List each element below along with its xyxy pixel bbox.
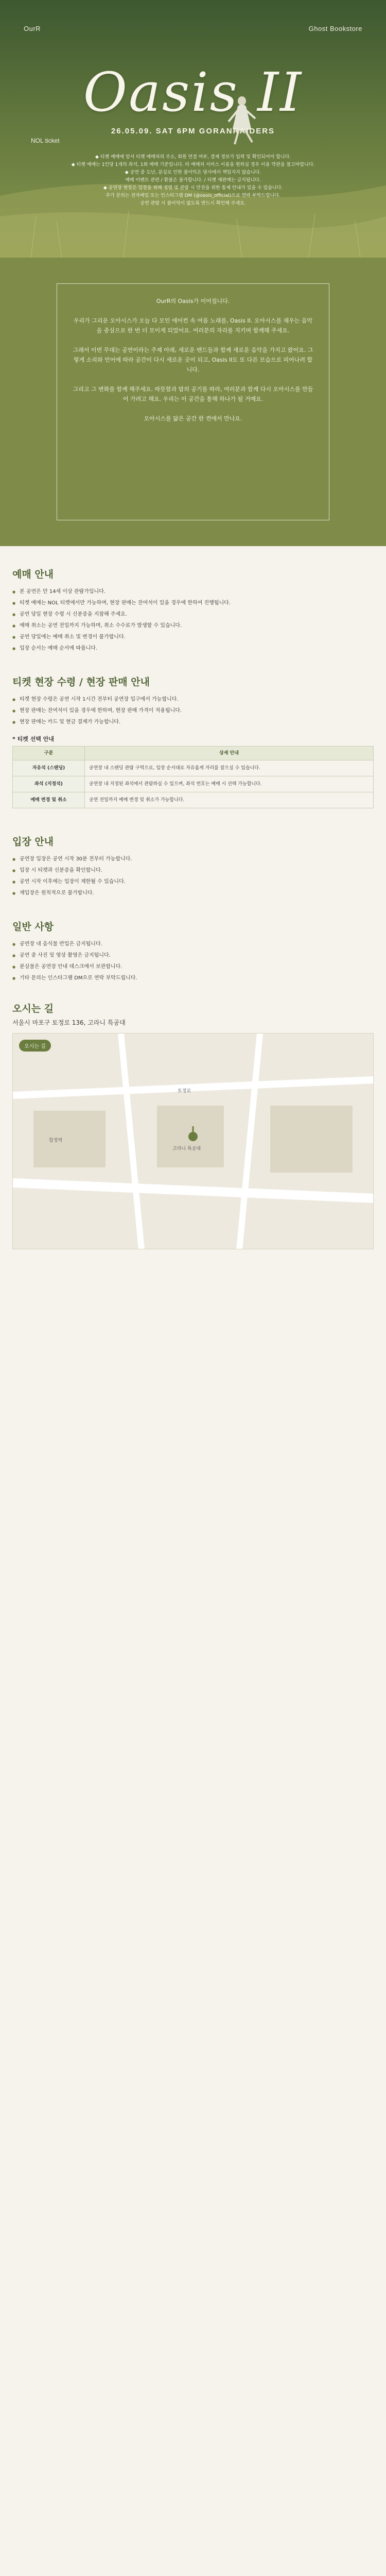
brand-right: Ghost Bookstore [308, 25, 362, 32]
table-row [13, 792, 374, 808]
map-title: 오시는 길 [12, 1003, 54, 1014]
section-title-entry: 입장 안내 [12, 836, 54, 848]
event-title: Oasis II [83, 61, 303, 124]
notice-line: 추가 문의는 전자메일 또는 인스타그램 DM (@oasis_official)으로 연락 부탁드립니다. [106, 193, 280, 198]
info-content [0, 546, 386, 982]
table-cell: 공연 전일까지 예매 변경 및 취소가 가능합니다. [85, 792, 374, 808]
hero-banner [0, 0, 386, 258]
notice-line: 예매 이벤트 관련 / 환불은 불가합니다. / 티켓 재판매는 금지됩니다. [125, 178, 261, 183]
notice-line: ◆ 공연 중 도난, 분실로 인한 불이익은 당사에서 책임지지 않습니다. [125, 170, 261, 175]
list-item: ● 입장 시 티켓과 신분증을 확인합니다. [12, 867, 374, 875]
section-title-booking: 예매 안내 [12, 569, 54, 580]
list-item: ● 본 공연은 만 14세 이상 관람가입니다. [12, 588, 374, 596]
ticket-vendor: NOL ticket [31, 137, 60, 144]
section-title-onsite: 티켓 현장 수령 / 현장 판매 안내 [12, 676, 150, 688]
entry-list [12, 855, 374, 897]
notice-line: ◆ 티켓 예매는 1인당 1개의 좌석, 1회 예매 기준입니다. 타 예매처 서비스 이용을 원하실 경우 이용 약관을 참고바랍니다. [71, 162, 315, 167]
intro-paragraph: 오아시스를 닮은 공간 한 켠에서 만나요. [144, 415, 242, 422]
booking-list [12, 588, 374, 653]
intro-paragraph: 우리가 그리운 오아시스가 오늘 다 모인 에어컨 속 여름 노래를, Oasis II. 오아시스를 채우는 음악을 중심으로 한 번 더 모이게 되었어요. 여러분의 자리를 지키며 함께해 주세요. [73, 317, 313, 334]
section-title-general: 일반 사항 [12, 921, 54, 933]
table-cell: 좌석 (지정석) [13, 776, 85, 792]
intro-paragraph: 그리고 그 변화를 함께 해주세요. 따뜻함과 밤의 공기를 따라, 여러분과 함께 다시 오아시스를 만들어 가려고 해요. 우리는 이 공간을 통해 하나가 될 거예요. [73, 386, 313, 402]
ticket-table-title: * 티켓 선택 안내 [12, 736, 54, 742]
notice-line: 공연 관람 시 불이익이 없도록 반드시 확인해 주세요. [140, 201, 246, 206]
ticket-option-table [12, 746, 374, 808]
general-list [12, 940, 374, 982]
intro-box [57, 283, 329, 520]
table-header: 상세 안내 [85, 747, 374, 760]
list-item: ● 예매 취소는 공연 전일까지 가능하며, 취소 수수료가 발생할 수 있습니다. [12, 622, 374, 630]
map-image[interactable] [12, 1033, 374, 1249]
intro-paragraph: OurR의 Oasis가 이어집니다. [156, 298, 230, 304]
list-item: ● 공연 당일 현장 수령 시 신분증을 지참해 주세요. [12, 611, 374, 619]
table-cell: 예매 변경 및 취소 [13, 792, 85, 808]
list-item: ● 현장 판매는 카드 및 현금 결제가 가능합니다. [12, 718, 374, 726]
list-item: ● 분실물은 공연장 안내 데스크에서 보관합니다. [12, 963, 374, 971]
list-item: ● 공연 중 사진 및 영상 촬영은 금지됩니다. [12, 952, 374, 960]
list-item: ● 공연 시작 이후에는 입장이 제한될 수 있습니다. [12, 878, 374, 886]
map-tag: 오시는 길 [19, 1040, 51, 1052]
list-item: ● 티켓 예매는 NOL 티켓에서만 가능하며, 현장 판매는 잔여석이 있을 경우에 한하여 진행됩니다. [12, 599, 374, 607]
list-item: ● 티켓 현장 수령은 공연 시작 1시간 전부터 공연장 입구에서 가능합니다. [12, 696, 374, 704]
list-item: ● 기타 문의는 인스타그램 DM으로 연락 부탁드립니다. [12, 974, 374, 982]
hero-notice [36, 154, 350, 208]
list-item: ● 현장 판매는 잔여석이 있을 경우에 한하며, 현장 판매 가격이 적용됩니다. [12, 707, 374, 715]
list-item: ● 재입장은 원칙적으로 불가합니다. [12, 889, 374, 897]
map-section [0, 986, 386, 1249]
table-cell: 자유석 (스탠딩) [13, 760, 85, 776]
table-cell: 공연장 내 스탠딩 관람 구역으로, 입장 순서대로 자유롭게 자리를 잡으실 수 있습니다. [85, 760, 374, 776]
map-label: 토정로 [178, 1089, 191, 1094]
table-header: 구분 [13, 747, 85, 760]
map-label-venue: 고라니 특공대 [172, 1146, 201, 1151]
map-address: 서울시 마포구 토정로 136, 고라니 특공대 [12, 1019, 126, 1026]
event-date: 26.05.09. SAT 6PM GORANRAIDERS [111, 127, 275, 135]
map-drawing [13, 1033, 374, 1249]
notice-line: ◆ 공연장 현장은 입장을 위해 정렬 및 관람 시 안전을 위한 통제 안내가 있을 수 있습니다. [103, 185, 283, 191]
intro-paragraph: 그래서 이번 무대는 공연이라는 주제 아래, 새로운 밴드들과 함께 새로운 음악을 가지고 왔어요. 그렇게 소리와 언어에 따라 공간이 다시 새로운 곳이 되고, Oasis II도 또 다른 모습으로 피어나려 합니다. [73, 347, 313, 373]
intro-section [0, 258, 386, 546]
list-item: ● 공연 당일에는 예매 취소 및 변경이 불가합니다. [12, 633, 374, 641]
onsite-list [12, 696, 374, 726]
notice-line: ◆ 티켓 예매에 앞서 티켓 예매처의 주소, 회원 연결 여부, 결제 정보가 입력 및 확인되어야 합니다. [95, 155, 291, 160]
list-item: ● 공연장 입장은 공연 시작 30분 전부터 가능합니다. [12, 855, 374, 863]
table-cell: 공연장 내 지정된 좌석에서 관람하실 수 있으며, 좌석 번호는 예매 시 선택 가능합니다. [85, 776, 374, 792]
map-label: 합정역 [49, 1138, 63, 1143]
table-row [13, 760, 374, 776]
table-row [13, 776, 374, 792]
list-item: ● 입장 순서는 예매 순서에 따릅니다. [12, 645, 374, 653]
brand-left: OurR [24, 25, 41, 32]
list-item: ● 공연장 내 음식물 반입은 금지됩니다. [12, 940, 374, 948]
